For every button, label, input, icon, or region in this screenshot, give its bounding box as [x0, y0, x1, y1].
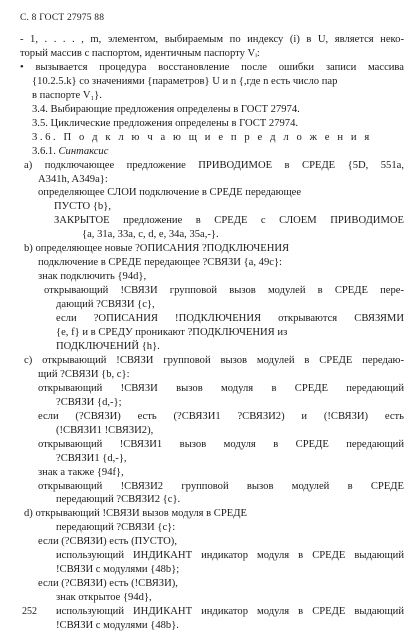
text-line: 3.6. П о д к л ю ч а ю щ и е п р е д л о ж е н и я [32, 131, 372, 143]
text-line: открывающий !СВЯЗИ вызов модуля в СРЕДЕ передающий [38, 382, 404, 394]
text-line: открывающий !СВЯЗИ1 вызов модуля в СРЕДЕ передающий [38, 438, 404, 450]
text-line: знак подключить {94d}, [38, 271, 147, 283]
text-line: d) открывающий !СВЯЗИ вызов модуля в СРЕДЕ [24, 508, 247, 520]
text-line: в паспорте V₁}. [32, 89, 102, 101]
text-line: {e, f} и в СРЕДУ проникают ?ПОДКЛЮЧЕНИЯ из [56, 327, 288, 339]
text-line: если (?СВЯЗИ) есть (?СВЯЗИ1 ?СВЯЗИ2) и (!СВЯЗИ) есть [38, 410, 404, 422]
text-line: дающий ?СВЯЗИ {c}, [56, 299, 155, 311]
text-line: открывающий !СВЯЗИ групповой вызов модулей в СРЕДЕ пере- [44, 285, 404, 297]
text-line: ЗАКРЫТОЕ предложение в СРЕДЕ с СЛОЕМ ПРИВОДИМОЕ [54, 215, 404, 227]
text-line: {10.2.5.k} со значениями {параметров} U и n {,где n есть число пар [32, 75, 338, 87]
body-text [20, 33, 404, 633]
text-line: !СВЯЗИ с модулями {48b}; [56, 564, 180, 576]
text-line: (!СВЯЗИ1 !СВЯЗИ2), [56, 424, 154, 436]
text-line: щий ?СВЯЗИ {b, c}: [38, 368, 130, 380]
text-line: 3.5. Циклические предложения определены в ГОСТ 27974. [32, 117, 299, 129]
text-line: если (?СВЯЗИ) есть (ПУСТО), [38, 536, 177, 548]
text-line: знак а также {94f}, [38, 466, 124, 478]
text-line: передающий ?СВЯЗИ {c}: [56, 522, 176, 534]
text-line: 3.6.1. Синтаксис [32, 145, 109, 157]
text-line: использующий ИНДИКАНТ индикатор модуля в СРЕДЕ выдающий [56, 550, 404, 562]
text-line: c) открывающий !СВЯЗИ групповой вызов модулей в СРЕДЕ передаю- [24, 354, 404, 366]
text-line: a) подключающее предложение ПРИВОДИМОЕ в СРЕДЕ {5D, 551a, [24, 159, 404, 171]
text-line: если (?СВЯЗИ) есть (!СВЯЗИ), [38, 578, 178, 590]
text-line: знак открытое {94d}, [56, 592, 152, 604]
text-line: - 1, . . . . , m, элементом, выбираемым по индексу (i) в U, является неко- [20, 34, 404, 45]
page-number: 252 [22, 606, 37, 617]
text-line: • вызывается процедура восстановление после ошибки записи массива [20, 61, 404, 73]
text-line: передающий ?СВЯЗИ2 {c}. [56, 494, 181, 506]
text-line: ?СВЯЗИ1 {d,-}, [56, 452, 127, 464]
text-line: b) определяющее новые ?ОПИСАНИЯ ?ПОДКЛЮЧЕНИЯ [24, 243, 290, 255]
text-line: !СВЯЗИ с модулями {48b}. [56, 620, 179, 632]
text-line: ?СВЯЗИ {d,-}; [56, 396, 122, 408]
text-line: 3.4. Выбирающие предложения определены в ГОСТ 27974. [32, 103, 300, 115]
text-line: подключение в СРЕДЕ передающее ?СВЯЗИ {a, 49c}: [38, 257, 282, 269]
text-line: если ?ОПИСАНИЯ !ПОДКЛЮЧЕНИЯ открываются СВЯЗЯМИ [56, 313, 404, 325]
page-header: С. 8 ГОСТ 27975 88 [20, 13, 105, 23]
text-line: ПУСТО {b}, [54, 201, 111, 213]
text-line: открывающий !СВЯЗИ2 групповой вызов модулей в СРЕДЕ [38, 480, 404, 492]
text-line: использующий ИНДИКАНТ индикатор модуля в СРЕДЕ выдающий [56, 606, 404, 618]
text-line: {a, 31a, 33a, c, d, e, 34a, 35a,-}. [82, 229, 219, 241]
text-line: A341h, A349a}: [38, 173, 108, 185]
text-line: определяющее СЛОИ подключение в СРЕДЕ передающее [38, 187, 302, 199]
text-line: торый массив с паспортом, идентичным паспорту Vᵢ: [20, 47, 260, 59]
text-line: ПОДКЛЮЧЕНИЙ {h}. [56, 340, 160, 352]
